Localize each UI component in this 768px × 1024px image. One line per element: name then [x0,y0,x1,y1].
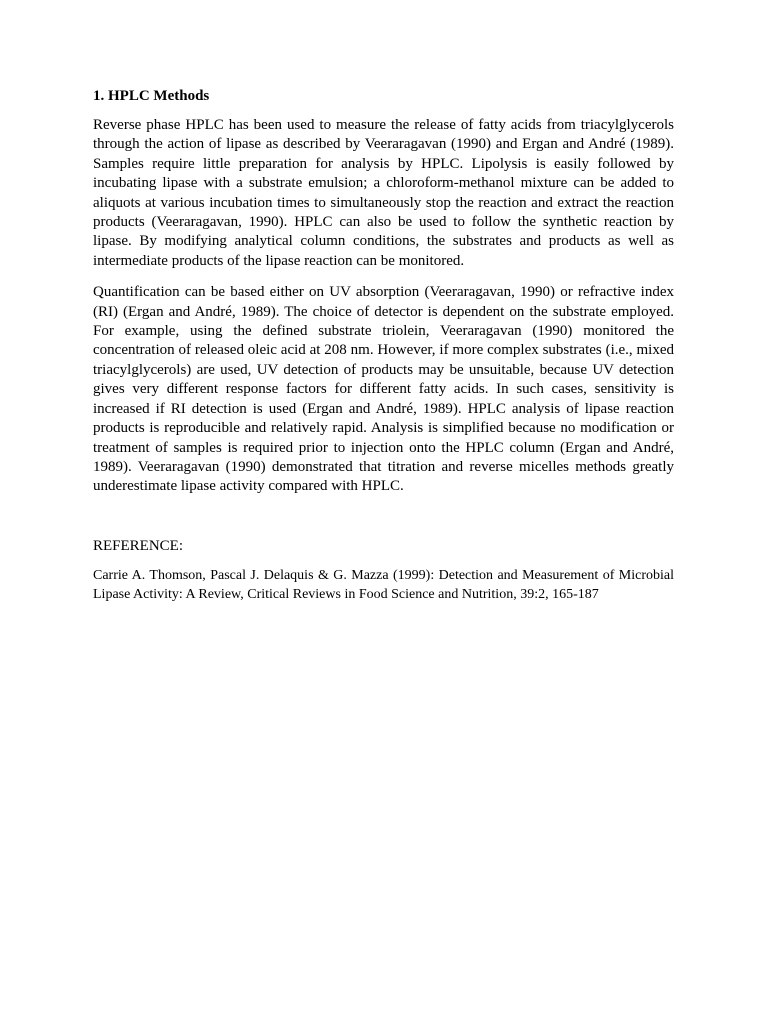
document-page [93,86,674,604]
reference-heading: REFERENCE: [93,537,184,554]
paragraph-hplc-overview: Reverse phase HPLC has been used to measure the release of fatty acids from triacylglycerols through the action of lipase as described by Veeraragavan (1990) and Ergan and André (1989). Samples require little preparation for analysis by HPLC. Lipolysis is easily followed by incubating lipase with a substrate emulsion; a chloroform-methanol mixture can be added to aliquots at various incubation times to simultaneously stop the reaction and extract the reaction products (Veeraragavan, 1990). HPLC can also be used to follow the synthetic reaction by lipase. By modifying analytical column conditions, the substrates and products as well as intermediate products of the lipase reaction can be monitored. [93,117,674,269]
reference-citation: Carrie A. Thomson, Pascal J. Delaquis & G. Mazza (1999): Detection and Measurement of Microbial Lipase Activity: A Review, Critical Reviews in Food Science and Nutrition, 39:2, 165-187 [93,567,674,602]
paragraph-quantification: Quantification can be based either on UV absorption (Veeraragavan, 1990) or refractive index (RI) (Ergan and André, 1989). The choice of detector is dependent on the substrate employed. For example, using the defined substrate triolein, Veeraragavan (1990) monitored the concentration of released oleic acid at 208 nm. However, if more complex substrates (i.e., mixed triacylglycerols) are used, UV detection of products may be unsuitable, because UV detection gives very different response factors for different fatty acids. In such cases, sensitivity is increased if RI detection is used (Ergan and André, 1989). HPLC analysis of lipase reaction products is reproducible and relatively rapid. Analysis is simplified because no modification or treatment of samples is required prior to injection onto the HPLC column (Ergan and André, 1989). Veeraragavan (1990) demonstrated that titration and reverse micelles methods greatly underestimate lipase activity compared with HPLC. [93,284,674,495]
section-heading: 1. HPLC Methods [93,88,210,104]
